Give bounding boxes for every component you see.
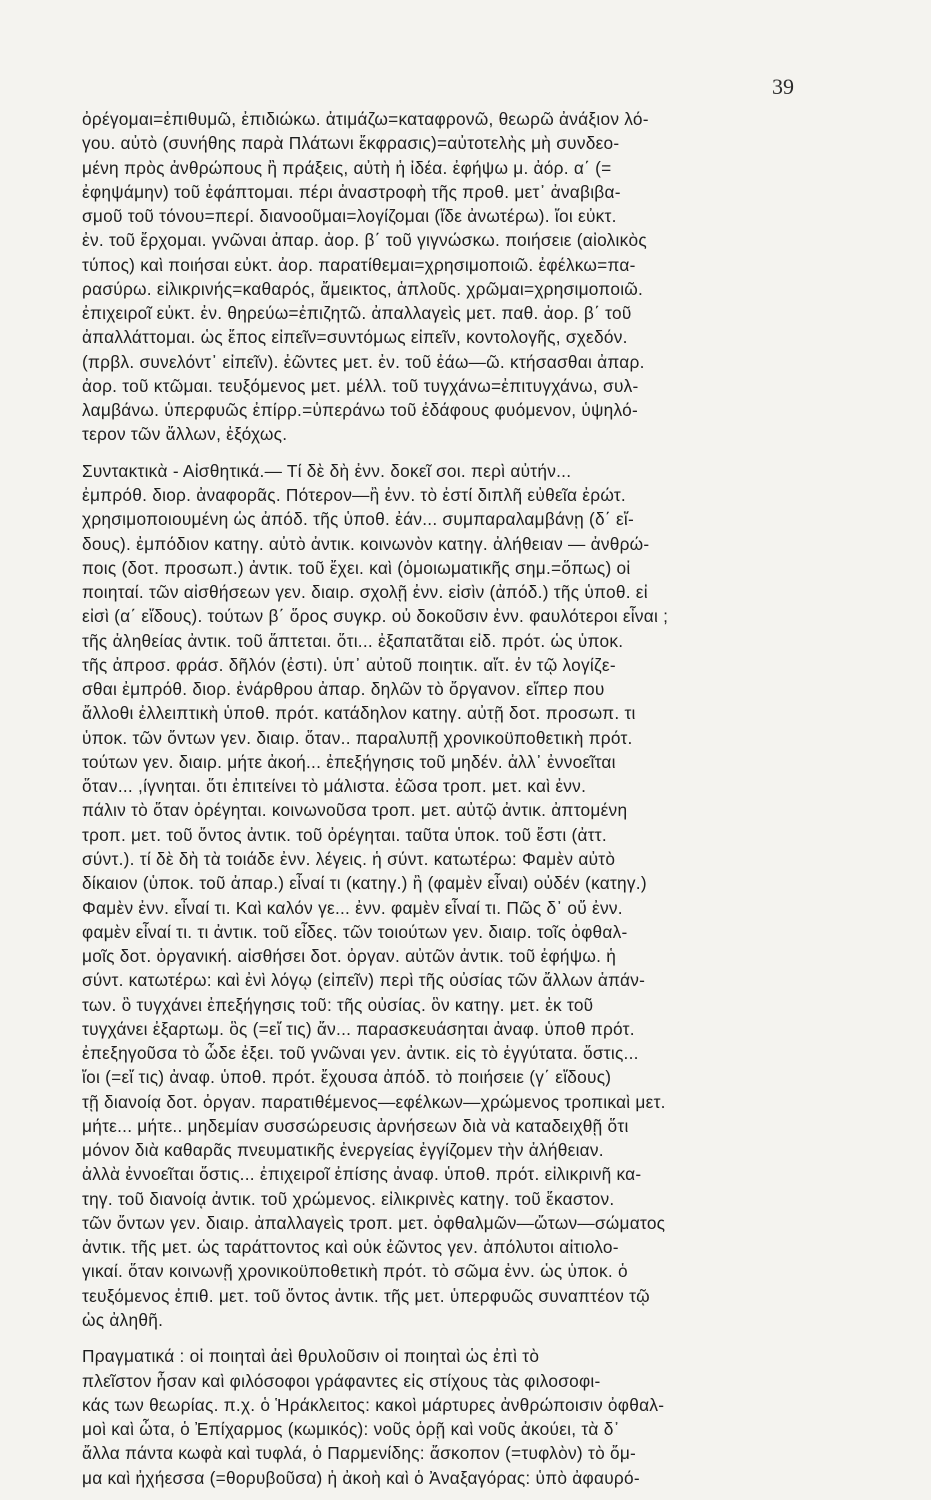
- text-line: σύντ.). τί δὲ δὴ τὰ τοιάδε ἐνν. λέγεις. ἡ σύντ. κατωτέρω: Φαμὲν αὐτὸ: [82, 848, 616, 869]
- text-line: σθαι ἐμπρόθ. διορ. ἐνάρθρου ἀπαρ. δηλῶν τὸ ὄργανον. εἴπερ που: [82, 679, 605, 700]
- text-line: ἴοι (=εἴ τις) ἀναφ. ὑποθ. πρότ. ἔχουσα ἀπόδ. τὸ ποιήσειε (γ΄ εἴδους): [82, 1067, 612, 1088]
- text-line: Πραγματικά : οἱ ποιηταὶ ἀεὶ θρυλοῦσιν οἱ ποιηταὶ ὡς ἐπὶ τὸ: [82, 1346, 540, 1367]
- text-line: ἐμπρόθ. διορ. ἀναφορᾶς. Πότερον—ἢ ἐνν. τὸ ἐστί διπλῆ εὐθεῖα ἐρώτ.: [82, 484, 626, 505]
- text-line: τηγ. τοῦ διανοίᾳ ἀντικ. τοῦ χρώμενος. εἰλικρινὲς κατηγ. τοῦ ἕκαστον.: [82, 1188, 615, 1209]
- text-line: σύντ. κατωτέρω: καὶ ἐνὶ λόγῳ (εἰπεῖν) περὶ τῆς οὐσίας τῶν ἄλλων ἁπάν-: [82, 970, 646, 991]
- text-line: Φαμὲν ἐνν. εἶναί τι. Καὶ καλόν γε... ἐνν. φαμὲν εἶναί τι. Πῶς δ᾽ οὔ ἐνν.: [82, 897, 623, 918]
- text-line: δους). ἐμπόδιον κατηγ. αὐτὸ ἀντικ. κοινωνὸν κατηγ. ἀλήθειαν — ἀνθρώ-: [82, 533, 650, 554]
- paragraph-vocabulary: [82, 107, 854, 447]
- text-line: γικαί. ὅταν κοινωνῇ χρονικοϋποθετικὴ πρότ. τὸ σῶμα ἐνν. ὡς ὑποκ. ὁ: [82, 1261, 628, 1282]
- text-line: φαμὲν εἶναί τι. τι ἀντικ. τοῦ εἶδες. τῶν τοιούτων γεν. διαιρ. τοῖς ὀφθαλ-: [82, 921, 628, 942]
- text-line: χρησιμοποιουμένη ὡς ἀπόδ. τῆς ὑποθ. ἐάν... συμπαραλαμβάνῃ (δ΄ εἴ-: [82, 509, 635, 530]
- page-number: 39: [772, 74, 794, 99]
- text-line: Συντακτικὰ - Αἰσθητικά.— Τί δὲ δὴ ἐνν. δοκεῖ σοι. περὶ αὐτήν...: [82, 460, 572, 481]
- text-line: κάς των θεωρίας. π.χ. ὁ Ἡράκλειτος: κακοὶ μάρτυρες ἀνθρώποισιν ὀφθαλ-: [82, 1394, 665, 1415]
- text-line: δίκαιον (ὑποκ. τοῦ ἀπαρ.) εἶναί τι (κατηγ.) ἢ (φαμὲν εἶναι) οὐδέν (κατηγ.): [82, 873, 647, 894]
- text-line: μοὶ καὶ ὦτα, ὁ Ἐπίχαρμος (κωμικός): νοῦς ὁρῇ καὶ νοῦς ἀκούει, τὰ δ᾽: [82, 1419, 620, 1440]
- text-line: ἀορ. τοῦ κτῶμαι. τευξόμενος μετ. μέλλ. τοῦ τυγχάνω=ἐπιτυγχάνω, συλ-: [82, 375, 639, 396]
- text-line: λαμβάνω. ὑπερφυῶς ἐπίρρ.=ὑπεράνω τοῦ ἐδάφους φυόμενον, ὑψηλό-: [82, 400, 638, 421]
- text-line: ἐπεξηγοῦσα τὸ ὧδε ἐξει. τοῦ γνῶναι γεν. ἀντικ. εἰς τὸ ἐγγύτατα. ὅστις...: [82, 1043, 639, 1064]
- text-line: τερον τῶν ἄλλων, ἐξόχως.: [82, 424, 288, 445]
- text-line: πλεῖστον ἦσαν καὶ φιλόσοφοι γράφαντες εἰς στίχους τὰς φιλοσοφι-: [82, 1370, 601, 1391]
- text-line: ὑποκ. τῶν ὄντων γεν. διαιρ. ὅταν.. παραλυπῇ χρονικοϋποθετικὴ πρότ.: [82, 727, 633, 748]
- body-text: [82, 107, 854, 1490]
- text-line: τευξόμενος ἐπιθ. μετ. τοῦ ὄντος ἀντικ. τῆς μετ. ὑπερφυῶς συναπτέον τῷ: [82, 1285, 650, 1306]
- text-line: ποιηταί. τῶν αἰσθήσεων γεν. διαιρ. σχολῇ ἐνν. εἰσὶν (ἀπόδ.) τῆς ὑποθ. εἰ: [82, 582, 648, 603]
- text-line: ἐν. τοῦ ἔρχομαι. γνῶναι ἀπαρ. ἀορ. β΄ τοῦ γιγνώσκω. ποιήσειε (αἰολικὸς: [82, 230, 647, 251]
- text-line: τῶν ὄντων γεν. διαιρ. ἀπαλλαγεὶς τροπ. μετ. ὀφθαλμῶν—ὤτων—σώματος: [82, 1212, 666, 1233]
- text-line: ὅταν... ,ίγνηται. ὅτι ἐπιτείνει τὸ μάλιστα. ἐῶσα τροπ. μετ. καὶ ἐνν.: [82, 776, 587, 797]
- text-line: ἐπιχειροῖ εὐκτ. ἐν. θηρεύω=ἐπιζητῶ. ἀπαλλαγεὶς μετ. παθ. ἀορ. β΄ τοῦ: [82, 303, 632, 324]
- paragraph-facts: [82, 1344, 854, 1490]
- text-line: των. ὃ τυγχάνει ἐπεξήγησις τοῦ: τῆς οὐσίας. ὃν κατηγ. μετ. ἐκ τοῦ: [82, 994, 594, 1015]
- text-line: ἀντικ. τῆς μετ. ὡς ταράττοντος καὶ οὐκ ἐῶντος γεν. ἀπόλυτοι αἰτιολο-: [82, 1237, 619, 1258]
- text-line: τῆς ἀληθείας ἀντικ. τοῦ ἅπτεται. ὅτι... ἐξαπατᾶται εἰδ. πρότ. ὡς ὑποκ.: [82, 630, 624, 651]
- text-line: μήτε... μήτε.. μηδεμίαν συσσώρευσις ἀρνήσεων διὰ νὰ καταδειχθῇ ὅτι: [82, 1115, 629, 1136]
- text-line: μοῖς δοτ. ὀργανική. αἰσθήσει δοτ. ὀργαν. αὐτῶν ἀντικ. τοῦ ἐφήψω. ἡ: [82, 946, 617, 967]
- text-line: σμοῦ τοῦ τόνου=περί. διανοοῦμαι=λογίζομαι (ἴδε ἀνωτέρω). ἴοι εὐκτ.: [82, 206, 617, 227]
- text-line: τῇ διανοίᾳ δοτ. ὀργαν. παρατιθέμενος—εφέλκων—χρώμενος τροπικαὶ μετ.: [82, 1091, 666, 1112]
- text-line: τύπος) καὶ ποιήσαι εὐκτ. ἀορ. παρατίθεμαι=χρησιμοποιῶ. ἐφέλκω=πα-: [82, 254, 636, 275]
- paragraph-syntax: [82, 459, 854, 1333]
- text-line: τυγχάνει ἐξαρτωμ. ὃς (=εἴ τις) ἄν... παρασκευάσηται ἀναφ. ὑποθ πρότ.: [82, 1018, 635, 1039]
- text-line: εἰσὶ (α΄ εἴδους). τούτων β΄ ὅρος συγκρ. οὐ δοκοῦσιν ἐνν. φαυλότεροι εἶναι ;: [82, 606, 669, 627]
- text-line: ὡς ἀληθῆ.: [82, 1310, 164, 1331]
- text-line: (πρβλ. συνελόντ᾽ εἰπεῖν). ἐῶντες μετ. ἐν. τοῦ ἐάω—ῶ. κτήσασθαι ἀπαρ.: [82, 351, 645, 372]
- text-line: μένη πρὸς ἀνθρώπους ἢ πράξεις, αὐτὴ ἡ ἰδέα. ἐφήψω μ. ἀόρ. α΄ (=: [82, 157, 612, 178]
- text-line: ποις (δοτ. προσωπ.) ἀντικ. τοῦ ἔχει. καὶ (ὁμοιωματικῆς σημ.=ὅπως) οἱ: [82, 557, 631, 578]
- text-line: ἀπαλλάττομαι. ὡς ἔπος εἰπεῖν=συντόμως εἰπεῖν, κοντολογῆς, σχεδόν.: [82, 327, 628, 348]
- text-line: ὀρέγομαι=ἐπιθυμῶ, ἐπιδιώκω. ἀτιμάζω=καταφρονῶ, θεωρῶ ἀνάξιον λό-: [82, 109, 649, 129]
- text-line: ρασύρω. εἰλικρινής=καθαρός, ἄμεικτος, ἁπλοῦς. χρῶμαι=χρησιμοποιῶ.: [82, 278, 644, 299]
- text-line: τῆς ἀπροσ. φράσ. δῆλόν (ἐστι). ὑπ᾽ αὐτοῦ ποιητικ. αἴτ. ἐν τῷ λογίζε-: [82, 654, 616, 675]
- text-line: πάλιν τὸ ὅταν ὀρέγηται. κοινωνοῦσα τροπ. μετ. αὐτῷ ἀντικ. ἀπτομένη: [82, 800, 628, 821]
- text-line: τούτων γεν. διαιρ. μήτε ἀκοή... ἐπεξήγησις τοῦ μηδέν. ἀλλ᾽ ἐννοεῖται: [82, 751, 616, 772]
- text-line: γου. αὐτὸ (συνήθης παρὰ Πλάτωνι ἔκφρασις)=αὐτοτελὴς μὴ συνδεο-: [82, 133, 620, 154]
- text-line: τροπ. μετ. τοῦ ὄντος ἀντικ. τοῦ ὀρέγηται. ταῦτα ὑποκ. τοῦ ἔστι (ἀττ.: [82, 824, 607, 845]
- text-line: ἀλλὰ ἐννοεῖται ὅστις... ἐπιχειροῖ ἐπίσης ἀναφ. ὑποθ. πρότ. εἰλικρινῆ κα-: [82, 1164, 642, 1185]
- text-line: μόνον διὰ καθαρᾶς πνευματικῆς ἐνεργείας ἐγγίζομεν τὴν ἀλήθειαν.: [82, 1140, 604, 1161]
- text-line: ἄλλοθι ἐλλειπτικὴ ὑποθ. πρότ. κατάδηλον κατηγ. αὐτῇ δοτ. προσωπ. τι: [82, 703, 636, 724]
- text-line: ἐφηψάμην) τοῦ ἐφάπτομαι. πέρι ἀναστροφὴ τῆς προθ. μετ᾽ ἀναβιβα-: [82, 181, 621, 202]
- text-line: μα καὶ ἠχήεσσα (=θορυβοῦσα) ἡ ἀκοὴ καὶ ὁ Ἀναξαγόρας: ὑπὸ ἀφαυρό-: [82, 1467, 640, 1488]
- text-line: ἄλλα πάντα κωφὰ καὶ τυφλά, ὁ Παρμενίδης: ἄσκοπον (=τυφλὸν) τὸ ὄμ-: [82, 1443, 637, 1464]
